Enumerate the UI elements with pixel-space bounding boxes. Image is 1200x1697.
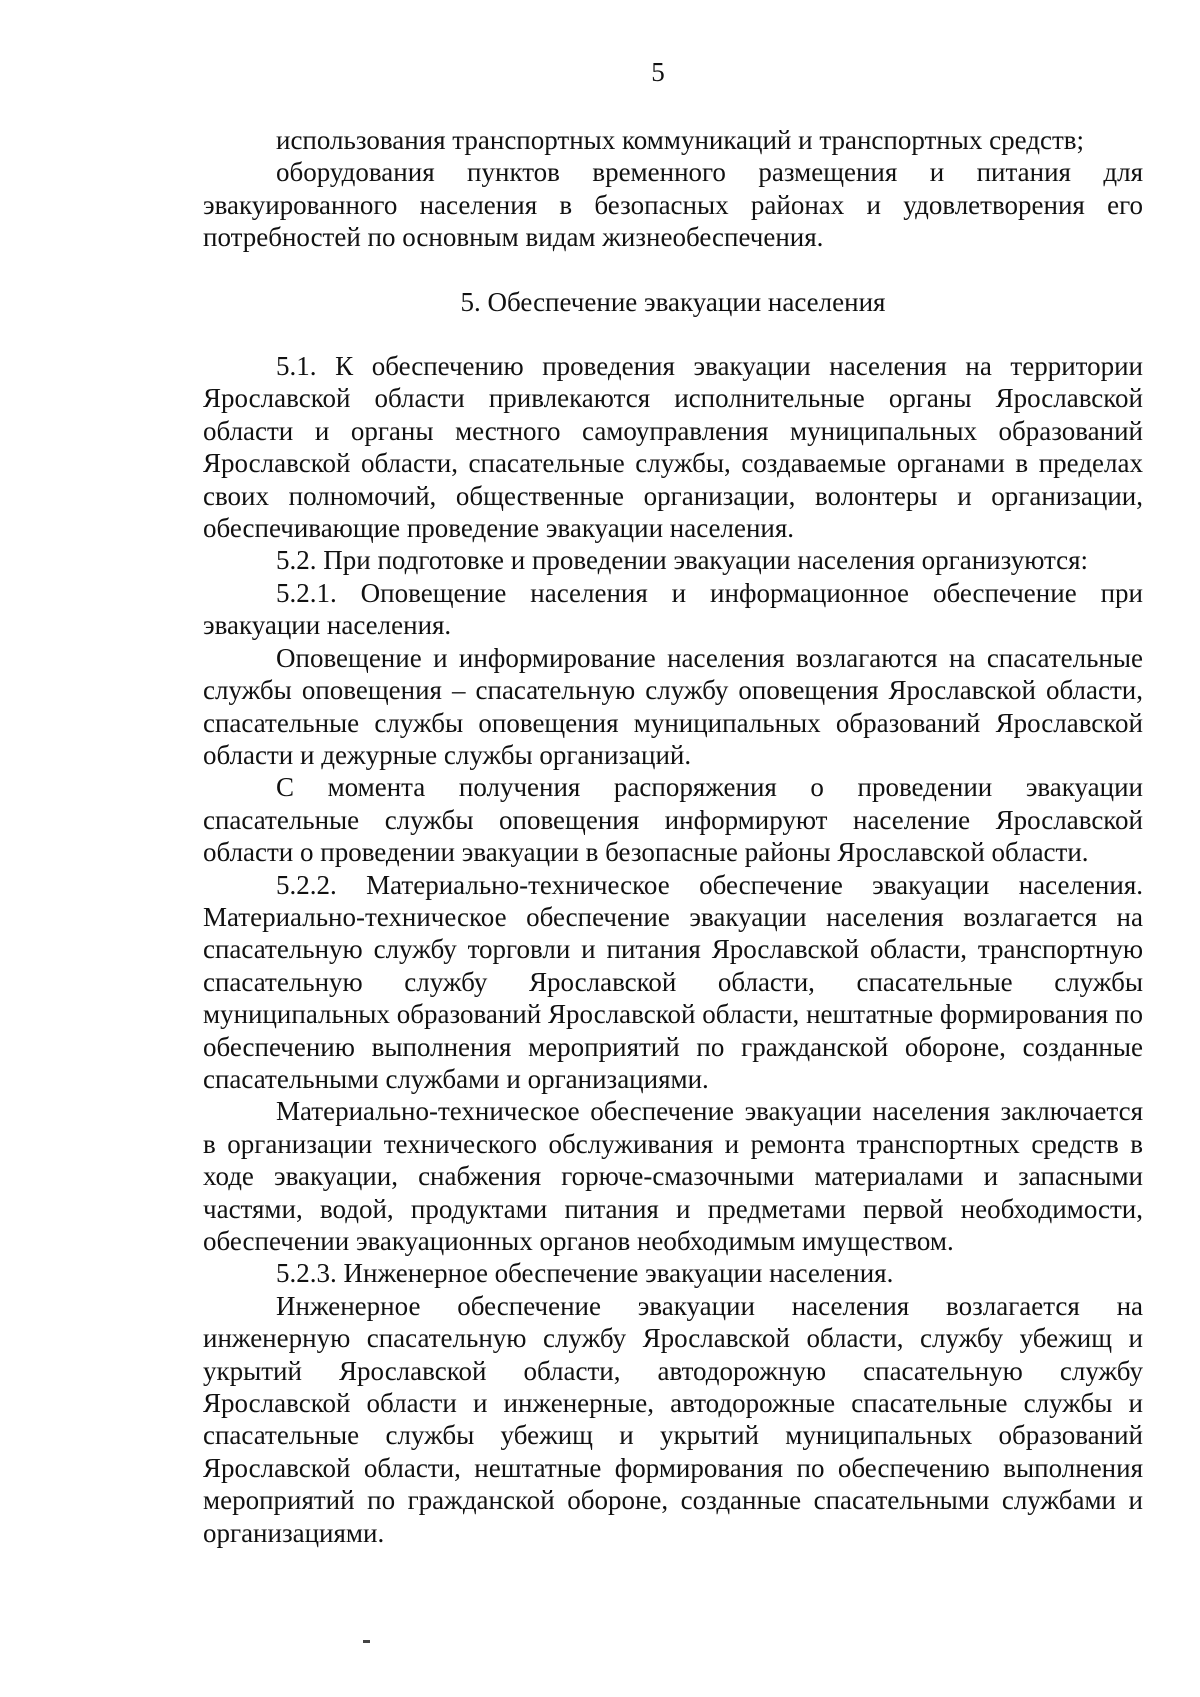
page-number: 5	[651, 57, 665, 87]
paragraph-equipment: оборудования пунктов временного размещения и питания для эвакуированного населения в безопасных районах и удовлетворения его потребностей по основным видам жизнеобеспечения.	[203, 157, 1143, 253]
paragraph-transport: использования транспортных коммуникаций и транспортных средств;	[276, 125, 1084, 155]
paragraph-5-2-1: 5.2.1. Оповещение населения и информационное обеспечение при эвакуации населения.	[203, 577, 1143, 641]
paragraph-5-2-3: 5.2.3. Инженерное обеспечение эвакуации населения.	[276, 1258, 894, 1289]
paragraph-5-2: 5.2. При подготовке и проведении эвакуации населения организуются:	[276, 545, 1089, 576]
scan-mark	[363, 1640, 370, 1643]
paragraph-engineering-support: Инженерное обеспечение эвакуации населения возлагается на инженерную спасательную службу Ярославской области, службу убежищ и укрытий Ярославской области, автодорожную спасательную службу Ярославской области и инженерные, автодорожные спасательные службы и спасательные службы убежищ и укрытий муниципальных образований Ярославской области, нештатные формирования по обеспечению выполнения мероприятий по гражданской обороне, созданные спасательными службами и организациями.	[203, 1290, 1143, 1548]
paragraph-notification: Оповещение и информирование населения возлагаются на спасательные службы оповещения – спасательную службу оповещения Ярославской области, спасательные службы оповещения муниципальных образований Ярославской области и дежурные службы организаций.	[203, 642, 1143, 770]
section-title: 5. Обеспечение эвакуации населения	[460, 286, 886, 317]
document-body	[203, 124, 1143, 1549]
paragraph-5-2-2: 5.2.2. Материально-техническое обеспечение эвакуации населения. Материально-техническое обеспечение эвакуации населения возлагается на спасательную службу торговли и питания Ярославской области, транспортную спасательную службу Ярославской области, спасательные службы муниципальных образований Ярославской области, нештатные формирования по обеспечению выполнения мероприятий по гражданской обороне, созданные спасательными службами и организациями.	[203, 869, 1143, 1094]
paragraph-material-support: Материально-техническое обеспечение эвакуации населения заключается в организации технического обслуживания и ремонта транспортных средств в ходе эвакуации, снабжения горюче-смазочными материалами и запасными частями, водой, продуктами питания и предметами первой необходимости, обеспечении эвакуационных органов необходимым имуществом.	[203, 1096, 1143, 1256]
paragraph-5-1: 5.1. К обеспечению проведения эвакуации населения на территории Ярославской области привлекаются исполнительные органы Ярославской области и органы местного самоуправления муниципальных образований Ярославской области, спасательные службы, создаваемые органами в пределах своих полномочий, общественные организации, волонтеры и организации, обеспечивающие проведение эвакуации населения.	[203, 351, 1143, 544]
paragraph-order-received: С момента получения распоряжения о проведении эвакуации спасательные службы оповещения информируют население Ярославской области о проведении эвакуации в безопасные районы Ярославской области.	[203, 772, 1143, 868]
